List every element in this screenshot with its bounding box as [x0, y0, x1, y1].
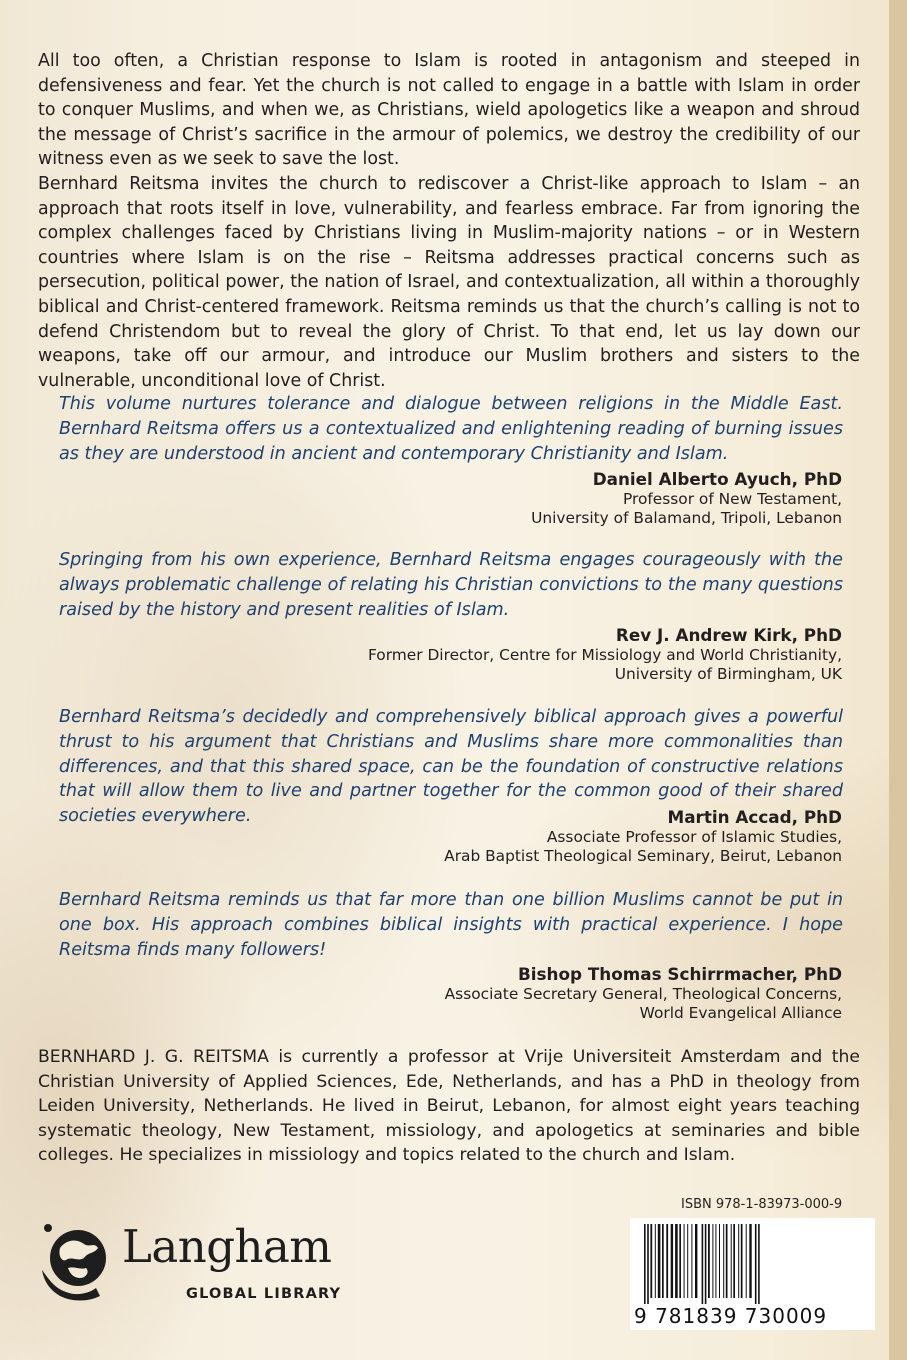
barcode-bar [662, 1224, 664, 1298]
endorser-title: Associate Professor of Islamic Studies, [546, 828, 842, 846]
barcode-bar [758, 1224, 760, 1304]
barcode-bar [733, 1224, 735, 1298]
barcode-bar [726, 1224, 728, 1298]
barcode-bar [687, 1224, 688, 1298]
endorsement-attribution-2 [368, 624, 842, 684]
description-text: Bernhard Reitsma invites the church to rediscover a Christ-like approach to Islam – an approach that roots itself in love, vulnerability, and fearless embrace. Far from ignoring the complex challenges faced by Christians living in Muslim-majority nations – or in Western countries where Islam is on the rise – Reitsma addresses practical concerns such as persecution, political power, the nation of Israel, and contextualization, all within a thoroughly biblical and Christ-centered framework. Reitsma reminds us that the church’s calling is not to defend Christendom but to reveal the glory of Christ. To that end, let us lay down our weapons, take off our armour, and introduce our Muslim brothers and sisters to the vulnerable, unconditional love of Christ. [38, 174, 860, 391]
endorser-title: Former Director, Centre for Missiology and World Christianity, [368, 646, 842, 664]
endorser-name: Daniel Alberto Ayuch, PhD [592, 469, 842, 489]
endorsement-quote-1: This volume nurtures tolerance and dialogue between religions in the Middle East. Bernhard Reitsma offers us a contextualized and enlightening reading of burning issues as they are understood in ancient and contemporary Christianity and Islam. [59, 394, 843, 464]
publisher-subtitle: GLOBAL LIBRARY [186, 1286, 342, 1302]
endorser-title: Professor of New Testament, [622, 490, 842, 508]
barcode-bar [746, 1224, 747, 1298]
publisher-logo [38, 1218, 358, 1308]
endorser-name: Bishop Thomas Schirrmacher, PhD [518, 964, 842, 984]
endorser-name: Rev J. Andrew Kirk, PhD [615, 625, 842, 645]
author-bio: BERNHARD J. G. REITSMA is currently a professor at Vrije Universiteit Amsterdam and the Christian University of Applied Sciences, Ede, Netherlands, and has a PhD in theology from Leiden University, Netherlands. He lived in Beirut, Lebanon, for almost eight years teaching systematic theology, New Testament, missiology, and apologetics at seminaries and bible colleges. He specializes in missiology and topics related to the church and Islam. [38, 1047, 860, 1166]
barcode-bar [644, 1224, 646, 1304]
barcode-bar [708, 1224, 710, 1298]
barcode-bar [658, 1224, 661, 1298]
endorser-title: Associate Secretary General, Theological Concerns, [444, 985, 842, 1003]
barcode-bar [738, 1224, 739, 1298]
endorser-affiliation: World Evangelical Alliance [639, 1004, 842, 1022]
endorsement-attribution-3 [444, 806, 842, 866]
endorser-name: Martin Accad, PhD [667, 807, 842, 827]
endorsement-attribution-4 [445, 963, 842, 1023]
barcode-bar [650, 1224, 652, 1298]
barcode-bar [731, 1224, 732, 1298]
barcode-bar [675, 1224, 678, 1298]
barcode [630, 1218, 875, 1330]
endorsement-quote-4: Bernhard Reitsma reminds us that far more than one billion Muslims cannot be put in one box. His approach combines biblical insights with practical experience. I hope Reitsma finds many followers! [59, 890, 843, 960]
barcode-bar [691, 1224, 692, 1298]
publisher-name: Langham [122, 1220, 332, 1273]
barcode-bar [702, 1224, 704, 1304]
barcode-bar [723, 1224, 724, 1298]
description-paragraph-2 [38, 172, 860, 393]
endorsement-quote-2: Springing from his own experience, Bernhard Reitsma engages courageously with the always problematic challenge of relating his Christian convictions to the many questions raised by the history and present realities of Islam. [59, 550, 843, 620]
barcode-bar [705, 1224, 707, 1304]
barcode-bar [741, 1224, 743, 1298]
barcode-bar [695, 1224, 697, 1298]
endorser-affiliation: Arab Baptist Theological Seminary, Beirut, Lebanon [444, 847, 842, 865]
barcode-bar [684, 1224, 685, 1298]
barcode-bar [749, 1224, 751, 1298]
globe-hand-icon [38, 1218, 114, 1302]
barcode-bars [638, 1224, 867, 1304]
description-text: All too often, a Christian response to Islam is rooted in antagonism and steeped in defensiveness and fear. Yet the church is not called to engage in a battle with Islam in order to conquer Muslims, and when we, as Christians, wield apologetics like a weapon and shroud the message of Christ’s sacrifice in the armour of polemics, we destroy the credibility of our witness even as we seek to save the lost. [38, 51, 860, 170]
barcode-bar [666, 1224, 668, 1298]
barcode-bar [671, 1224, 673, 1298]
barcode-bar [719, 1224, 720, 1298]
endorsement-attribution-1 [531, 468, 842, 528]
endorser-affiliation: University of Birmingham, UK [614, 665, 842, 683]
isbn-label: ISBN 978-1-83973-000-9 [681, 1197, 843, 1212]
spine-edge [889, 0, 907, 1360]
description-paragraph-1 [38, 49, 860, 172]
endorser-affiliation: University of Balamand, Tripoli, Lebanon [531, 509, 842, 527]
endorsement-quote-3: Bernhard Reitsma’s decidedly and comprehensively biblical approach gives a powerful thrust to his argument that Christians and Muslims share more commonalities than differences, and that this shared space, can be the foundation of constructive relations that will allow them to live and partner together for the common good of their shared societies everywhere. [59, 707, 843, 827]
barcode-bar [755, 1224, 757, 1304]
barcode-bar [712, 1224, 713, 1298]
barcode-bar [647, 1224, 649, 1304]
barcode-bar [655, 1224, 656, 1298]
barcode-bar [715, 1224, 716, 1298]
barcode-digits: 9 781839 730009 [634, 1304, 828, 1328]
barcode-bar [679, 1224, 681, 1298]
